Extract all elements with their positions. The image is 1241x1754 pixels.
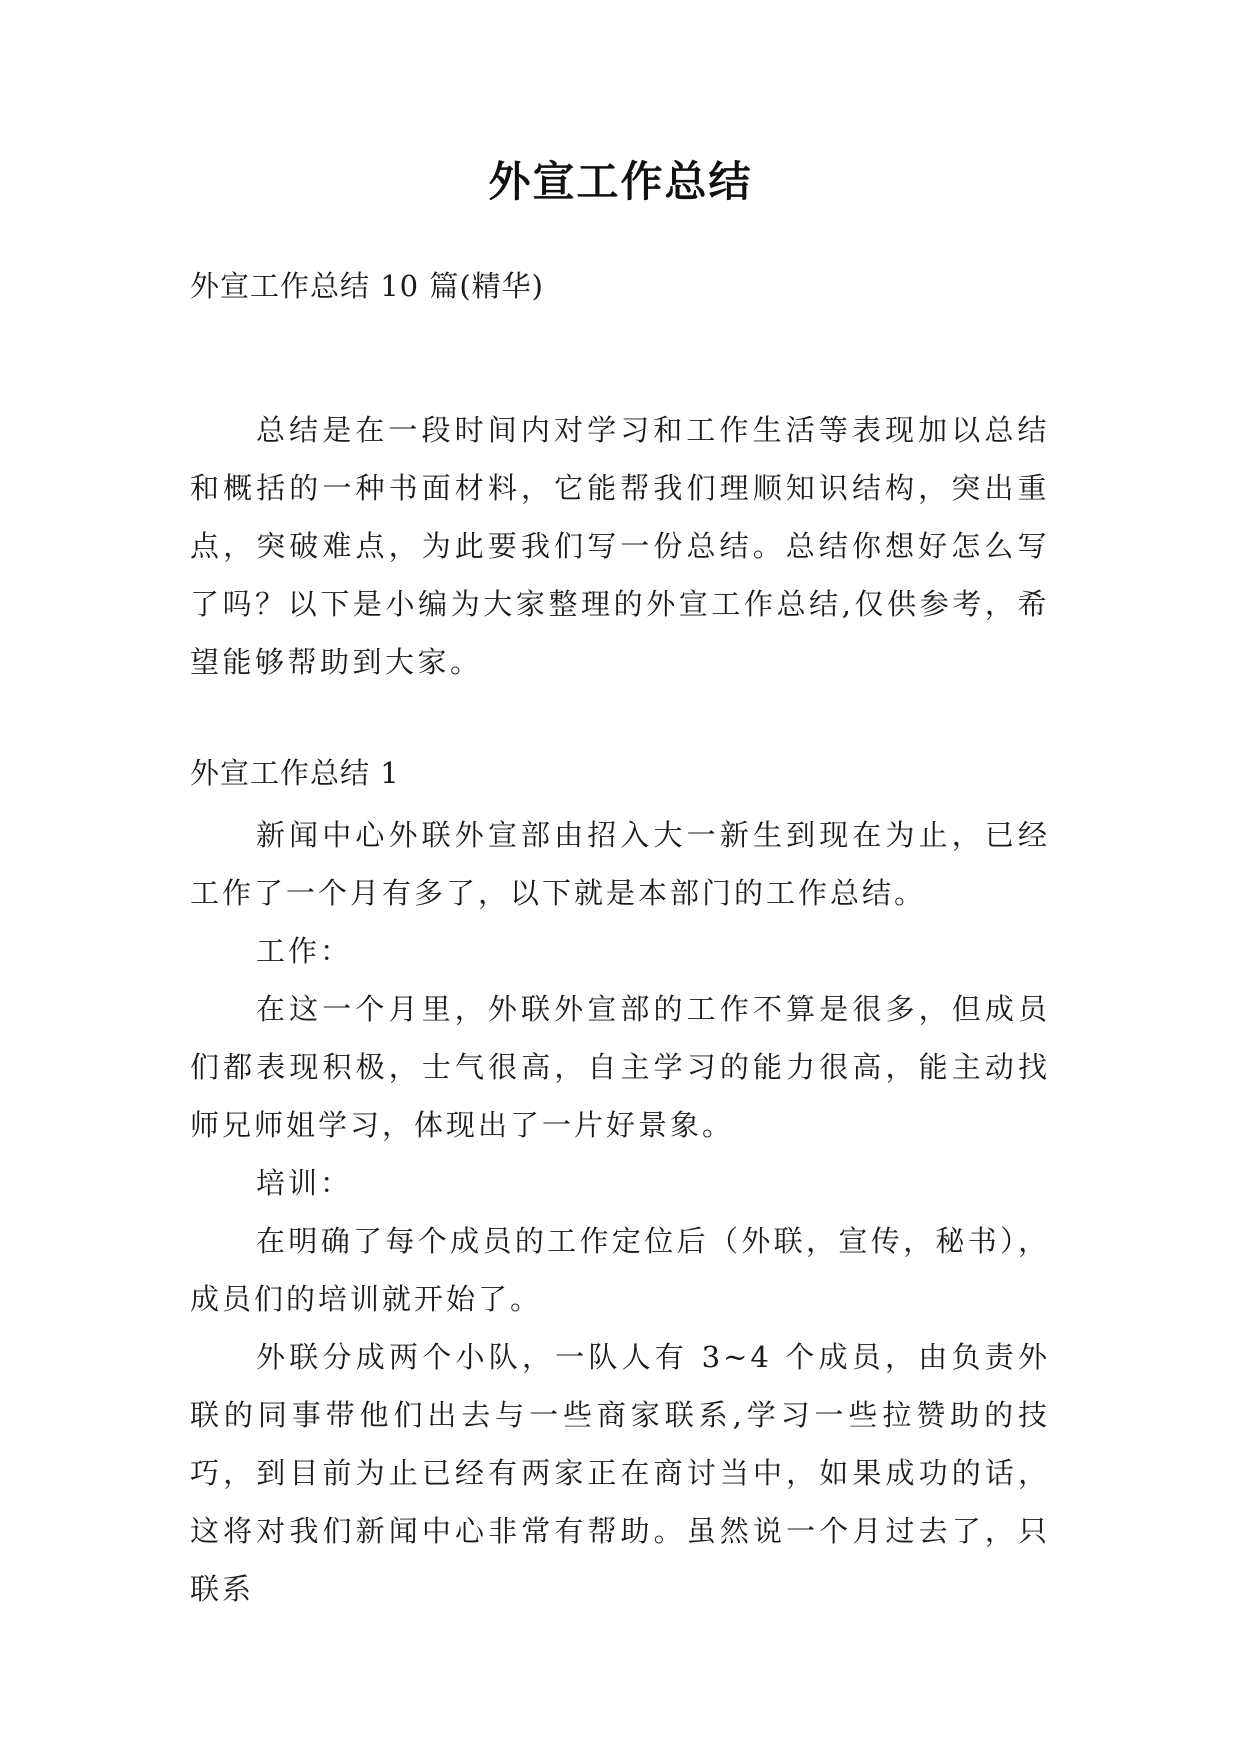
document-title: 外宣工作总结 bbox=[488, 157, 753, 206]
section-body bbox=[190, 806, 1050, 1618]
paragraph-label-training: 培训： bbox=[256, 1166, 353, 1200]
paragraph: 在这一个月里，外联外宣部的工作不算是很多，但成员们都表现积极，士气很高，自主学习的能力很高，能主动找师兄师姐学习，体现出了一片好景象。 bbox=[190, 992, 1050, 1142]
section-heading: 外宣工作总结 1 bbox=[190, 756, 400, 790]
paragraph: 新闻中心外联外宣部由招入大一新生到现在为止，已经工作了一个月有多了，以下就是本部门的工作总结。 bbox=[190, 818, 1050, 910]
document-subtitle: 外宣工作总结 10 篇(精华) bbox=[190, 269, 544, 303]
paragraph: 在明确了每个成员的工作定位后（外联，宣传，秘书），成员们的培训就开始了。 bbox=[190, 1224, 1050, 1316]
paragraph-label-work: 工作： bbox=[256, 934, 353, 968]
intro-paragraph: 总结是在一段时间内对学习和工作生活等表现加以总结和概括的一种书面材料，它能帮我们理顺知识结构，突出重点，突破难点，为此要我们写一份总结。总结你想好怎么写了吗？以下是小编为大家整理的外宣工作总结,仅供参考，希望能够帮助到大家。 bbox=[190, 413, 1050, 679]
paragraph: 外联分成两个小队，一队人有 3~4 个成员，由负责外联的同事带他们出去与一些商家联系,学习一些拉赞助的技巧，到目前为止已经有两家正在商讨当中，如果成功的话，这将对我们新闻中心非常有帮助。虽然说一个月过去了，只联系 bbox=[190, 1340, 1050, 1606]
